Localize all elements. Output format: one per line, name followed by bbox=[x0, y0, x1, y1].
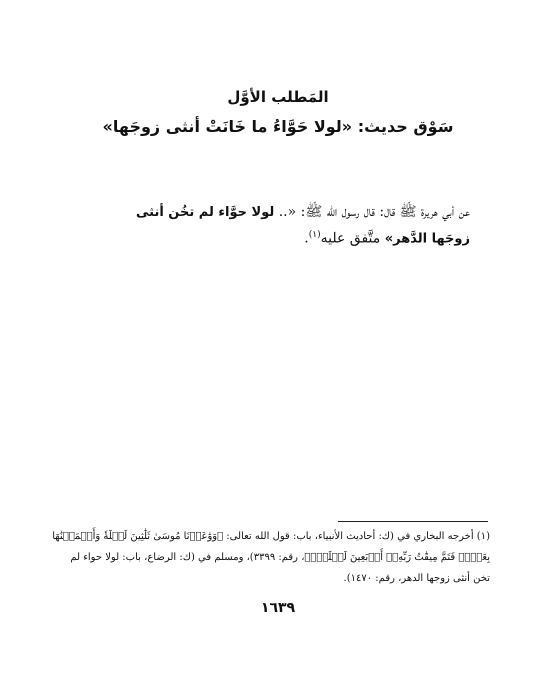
footnote-line-3: تخن أنثى زوجها الدهر، رقم: ١٤٧٠). bbox=[343, 573, 490, 584]
footnote-line-1: (١) أخرجه البخاري في (ك: أحاديث الأنبياء، باب: قول الله تعالى: ﴿وَوَٰعَدۡنَا مُوسَىٰ ثَلَٰثِينَ لَيۡلَةٗ وَأَتۡمَمۡنَٰهَا bbox=[52, 531, 490, 542]
hadith-line-2 bbox=[304, 230, 470, 247]
page-number: ١٦٣٩ bbox=[260, 600, 296, 616]
footnote-divider bbox=[338, 521, 488, 522]
footnote-reference[interactable]: (١) bbox=[308, 230, 321, 240]
hadith-quote-end: زوجَها الدَّهر» bbox=[384, 231, 470, 247]
hadith-period: . bbox=[304, 230, 309, 247]
section-title: المَطلب الأوَّل bbox=[227, 88, 329, 106]
hadith-grading: متَّفق عليه bbox=[320, 230, 381, 247]
footnote-line-2: بِعَشۡرٖ فَتَمَّ مِيقَٰتُ رَبِّهِۦٓ أَرۡبَعِينَ لَيۡلَةٗۚ﴾، رقم: ٣٣٩٩)، ومسلم في (ك: الرضاع، باب: لولا حواء لم bbox=[70, 552, 490, 563]
hadith-quote-start: لولا حوَّاء لم تخُن أنثى bbox=[135, 205, 275, 220]
section-subtitle: سَوْق حديث: «لولا حَوَّاءُ ما خَانَتْ أنثى زوجَها» bbox=[102, 117, 454, 136]
hadith-narration: عن أبي هريرة ﷺ قال: قال رسول الله ﷺ: «.. bbox=[278, 204, 470, 220]
hadith-line-1 bbox=[136, 203, 470, 223]
